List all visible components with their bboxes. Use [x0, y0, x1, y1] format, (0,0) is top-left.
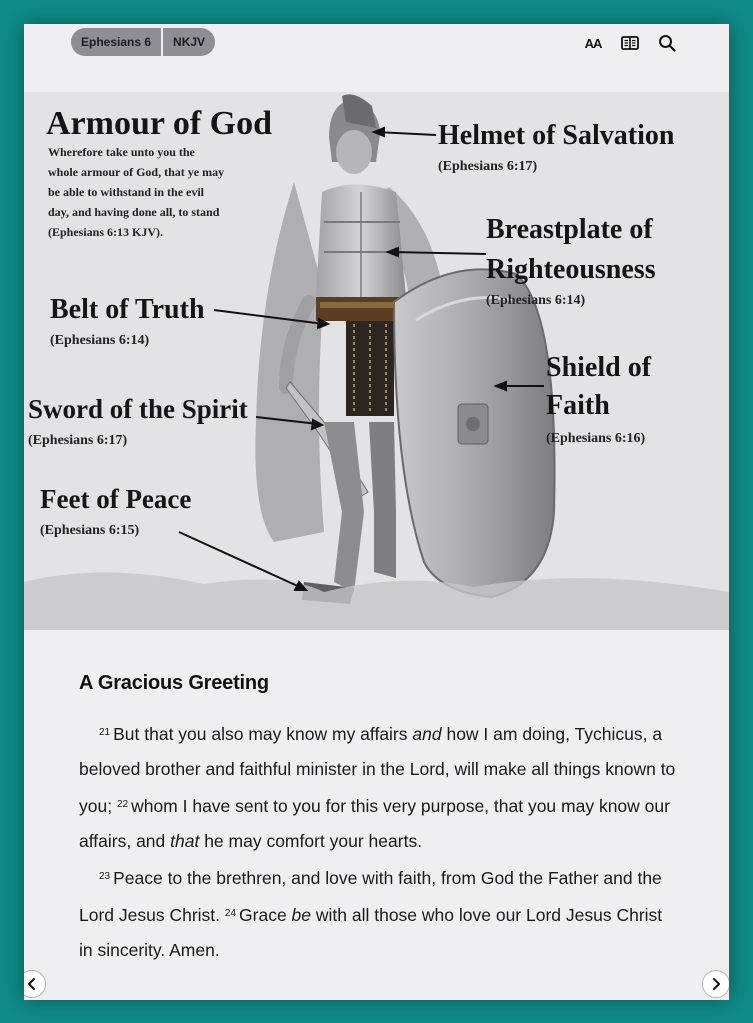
chevron-left-icon [26, 977, 38, 991]
chapter-translation-selector [71, 28, 215, 56]
chevron-right-icon [710, 977, 722, 991]
search-icon[interactable] [657, 34, 677, 52]
shield-label-1: Shield of [546, 352, 652, 383]
verse-24-italic: be [291, 905, 312, 925]
reader-screen [24, 24, 729, 1000]
belt-ref: (Ephesians 6:14) [50, 333, 150, 348]
intro-line-4: day, and having done all, to stand [48, 205, 220, 219]
toolbar-icons [583, 34, 677, 52]
helmet-ref: (Ephesians 6:17) [438, 159, 538, 174]
breastplate-ref: (Ephesians 6:14) [486, 293, 586, 308]
verse-number-21: 21 [99, 727, 111, 738]
verse-22-text-a: whom I have sent to you for this very purpose, that you may know our affairs, and [79, 796, 670, 851]
verse-number-22: 22 [116, 799, 129, 810]
belt-label: Belt of Truth [50, 294, 205, 325]
illustration-title: Armour of God [46, 105, 273, 142]
scripture-text [79, 672, 679, 968]
verse-number-24: 24 [224, 908, 237, 919]
previous-chapter-button[interactable] [24, 970, 46, 998]
shield-label-2: Faith [546, 390, 610, 421]
next-chapter-button[interactable] [702, 970, 729, 998]
paragraph-2 [79, 859, 679, 968]
text-size-icon[interactable] [583, 34, 603, 52]
sword-label: Sword of the Spirit [28, 394, 248, 424]
text-size-label: AA [584, 35, 602, 51]
breastplate-label-1: Breastplate of [486, 214, 653, 245]
intro-line-2: whole armour of God, that ye may [48, 165, 225, 179]
verse-23-text: Peace to the brethren, and love with faith, from God the Father and the Lord Jesus Christ. [79, 868, 662, 925]
verse-21-text-a: But that you also may know my affairs [113, 724, 413, 744]
shield-figure [394, 269, 555, 597]
breastplate-label-2: Righteousness [486, 254, 656, 285]
verse-21-text-b: how I am doing, Tychicus, a beloved brother and faithful minister in the Lord, will make all things known to you; [79, 724, 676, 816]
verse-number-23: 23 [99, 871, 111, 882]
verse-24-text-b: with all those who love our Lord Jesus Christ in sincerity. Amen. [79, 905, 663, 960]
intro-line-5: (Ephesians 6:13 KJV). [48, 225, 164, 239]
intro-line-1: Wherefore take unto you the [48, 145, 195, 159]
section-heading: A Gracious Greeting [79, 672, 269, 694]
verse-21-italic: and [412, 724, 442, 744]
verse-22-text-b: he may comfort your hearts. [199, 831, 423, 851]
translation-selector-button[interactable]: NKJV [173, 35, 206, 49]
reading-view-icon[interactable] [620, 34, 640, 52]
verse-24-text-a: Grace [239, 905, 292, 925]
armour-of-god-illustration [24, 92, 729, 630]
chapter-selector-button[interactable]: Ephesians 6 [81, 35, 152, 49]
verse-22-italic: that [170, 831, 200, 851]
feet-ref: (Ephesians 6:15) [40, 523, 140, 538]
feet-label: Feet of Peace [40, 484, 192, 514]
intro-line-3: be able to withstand in the evil [48, 185, 205, 199]
paragraph-1 [79, 715, 679, 859]
sword-ref: (Ephesians 6:17) [28, 433, 128, 448]
shield-ref: (Ephesians 6:16) [546, 431, 646, 446]
helmet-label: Helmet of Salvation [438, 120, 675, 151]
